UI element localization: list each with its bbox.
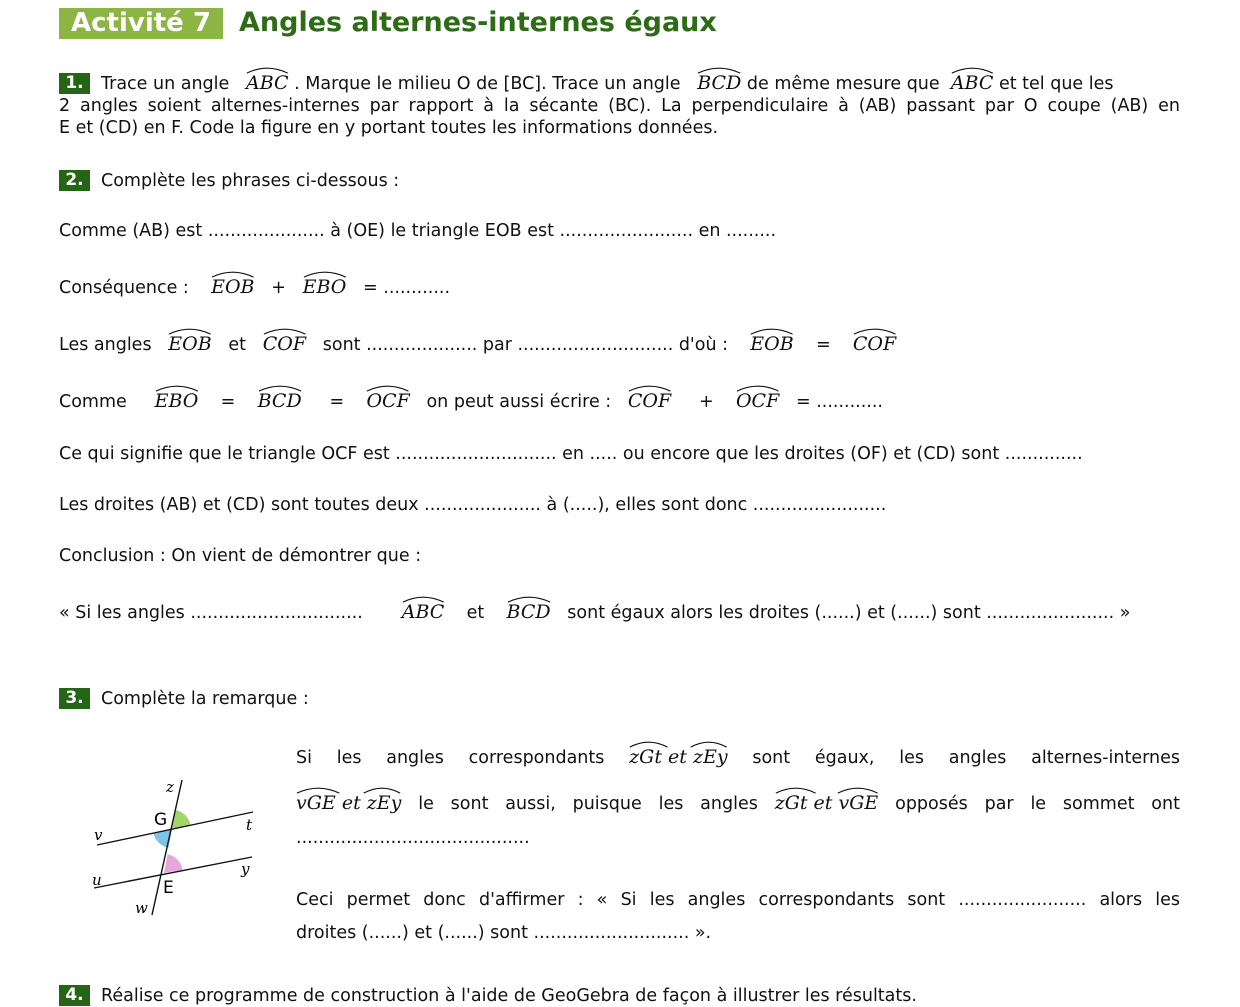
q2-sentence-4 <box>59 388 883 412</box>
label-v: v <box>94 826 103 844</box>
activity-title: Angles alternes-internes égaux <box>239 7 717 38</box>
q2-sentence-2 <box>59 274 450 298</box>
q2-s8-et: et <box>466 603 485 623</box>
q2-s4-angle-bcd: BCD <box>258 388 302 412</box>
q3-heading <box>59 688 309 709</box>
angle-zey-sector <box>164 854 183 873</box>
q1-text-b: . Marque le milieu O de [BC]. Trace un angle <box>294 74 681 94</box>
q1-text-d: et tel que les <box>998 74 1114 94</box>
label-E: E <box>163 878 174 898</box>
q1-angle-abc: ABC <box>246 70 289 94</box>
q3-remark-line4: Ceci permet donc d'affirmer : « Si les angles correspondants sont ....................... alors les <box>296 890 1180 910</box>
q3-figure <box>85 770 265 920</box>
q2-s2-label: Conséquence : <box>59 278 189 298</box>
q1-text-c: de même mesure que <box>746 74 940 94</box>
q2-s4-eq1: = <box>220 392 236 412</box>
q2-s8-angle-abc: ABC <box>402 599 445 623</box>
q2-s3-b: sont .................... par ............................ d'où : <box>322 335 728 355</box>
q2-s3-angle-eob-2: EOB <box>750 331 793 355</box>
q1-line3: E et (CD) en F. Code la figure en y portant toutes les informations données. <box>59 118 719 138</box>
q2-s2-end: = ............ <box>363 278 451 298</box>
q2-sentence-3 <box>59 331 896 355</box>
q1-line2: 2 angles soient alternes-internes par rapport à la sécante (BC). La perpendiculaire à (AB) passant par O coupe (AB) en <box>59 96 1180 116</box>
q4-heading <box>59 985 917 1006</box>
q2-s4-angle-ocf: OCF <box>366 388 409 412</box>
q3-remark-line3: .......................................... <box>296 828 530 848</box>
q2-s4-a: Comme <box>59 392 127 412</box>
label-w: w <box>135 899 148 917</box>
q1-angle-abc-2: ABC <box>951 70 994 94</box>
q2-s4-end: = ............ <box>795 392 883 412</box>
q2-sentence-5: Ce qui signifie que le triangle OCF est ............................. en ..... ou encore que les droites (OF) et (CD) sont .............. <box>59 444 1083 464</box>
q3-remark-line5: droites (......) et (......) sont ............................ ». <box>296 923 712 943</box>
q2-s4-angle-ebo: EBO <box>155 388 199 412</box>
q2-s2-angle-eob: EOB <box>211 274 254 298</box>
label-G: G <box>154 810 168 830</box>
q2-s2-angle-ebo: EBO <box>303 274 347 298</box>
q2-s2-plus: + <box>271 278 286 298</box>
q4-number: 4. <box>59 985 90 1006</box>
q2-heading <box>59 170 399 191</box>
q3-p1-angles: zGt et zEy <box>629 744 727 768</box>
q3-p2-angles-1: vGE et zEy <box>296 790 401 814</box>
q2-sentence-8 <box>59 599 1130 623</box>
q2-sentence-6: Les droites (AB) et (CD) sont toutes deux ..................... à (.....), elles sont donc ........................ <box>59 495 887 515</box>
label-u: u <box>92 871 102 889</box>
q4-text: Réalise ce programme de construction à l'aide de GeoGebra de façon à illustrer les résultats. <box>101 986 917 1006</box>
q2-s3-et: et <box>228 335 247 355</box>
q3-number: 3. <box>59 688 90 709</box>
q3-remark-line1 <box>296 744 1180 770</box>
activity-tag: Activité 7 <box>59 8 223 39</box>
q2-s4-plus: + <box>699 392 714 412</box>
q1-number: 1. <box>59 73 90 94</box>
q2-number: 2. <box>59 170 90 191</box>
q3-remark-line2 <box>296 790 1180 816</box>
q2-s3-angle-eob: EOB <box>168 331 211 355</box>
label-z: z <box>166 778 174 796</box>
label-y: y <box>241 860 250 878</box>
q3-p2-b: opposés par le sommet ont <box>895 794 1180 814</box>
q2-s8-angle-bcd: BCD <box>507 599 551 623</box>
q1-angle-bcd: BCD <box>697 70 741 94</box>
q3-p2-angles-2: zGt et vGE <box>775 790 879 814</box>
q2-s4-eq2: = <box>329 392 345 412</box>
q1-text-a: Trace un angle <box>101 74 230 94</box>
q2-s4-angle-ocf-2: OCF <box>736 388 779 412</box>
q2-s8-b: sont égaux alors les droites (......) et (......) sont ....................... » <box>567 603 1131 623</box>
q2-sentence-1: Comme (AB) est ..................... à (OE) le triangle EOB est ........................ en ......... <box>59 221 777 241</box>
q3-p2-a: le sont aussi, puisque les angles <box>418 794 758 814</box>
q2-s3-a: Les angles <box>59 335 152 355</box>
label-t: t <box>246 816 253 834</box>
q2-s8-a: « Si les angles ............................... <box>59 603 363 623</box>
q2-s3-angle-cof: COF <box>263 331 306 355</box>
q2-title: Complète les phrases ci-dessous : <box>101 171 400 191</box>
q3-p1-a: Si les angles correspondants <box>296 748 605 768</box>
q2-s3-angle-cof-2: COF <box>853 331 896 355</box>
q1-line1 <box>59 70 1180 94</box>
q2-s3-eq: = <box>815 335 831 355</box>
q2-s4-angle-cof: COF <box>628 388 671 412</box>
q2-sentence-7: Conclusion : On vient de démontrer que : <box>59 546 422 566</box>
q3-title: Complète la remarque : <box>101 689 309 709</box>
q2-s4-b: on peut aussi écrire : <box>426 392 612 412</box>
q3-p1-b: sont égaux, les angles alternes-internes <box>752 748 1180 768</box>
